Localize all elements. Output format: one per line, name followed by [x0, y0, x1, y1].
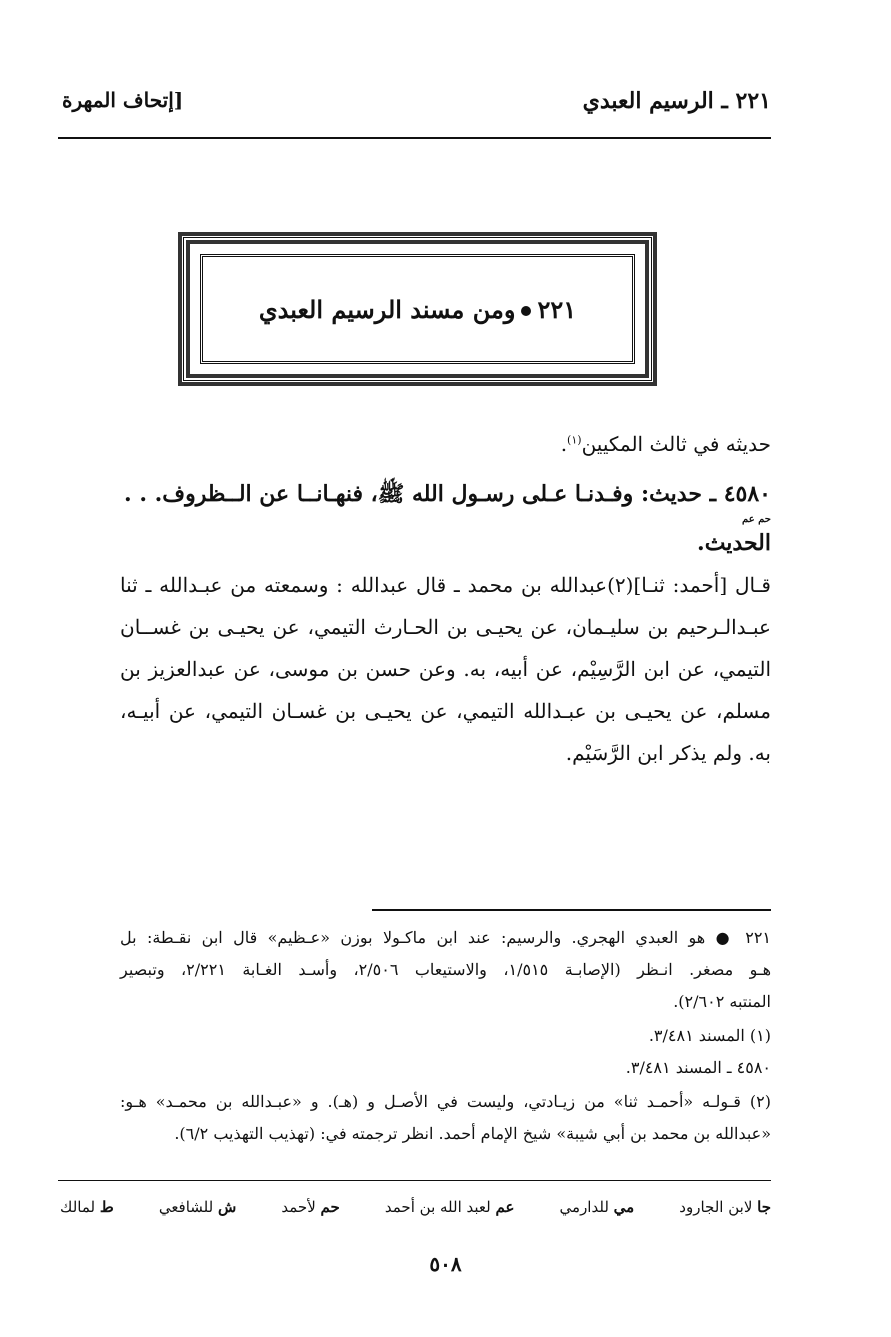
hadith-heading: ٤٥٨٠ ـ حديث: وفـدنـا عـلى رسـول الله ﷺ، فنهـانــا عن الــظروف. . .	[124, 481, 771, 507]
abbreviation-item	[60, 1198, 114, 1216]
page-number: ٥٠٨	[429, 1252, 462, 1276]
footnote-line: (١) المسند ٣/٤٨١.	[648, 1026, 771, 1045]
ornamental-frame	[178, 232, 657, 386]
running-header-chapter: ٢٢١ ـ الرسيم العبدي	[582, 88, 771, 114]
abbreviation-item	[281, 1198, 339, 1216]
body-line: عبـدالـرحيم بن سليـمان، عن يحيـى بن الحـارث التيمي، عن يحيـى بن غســان	[120, 615, 771, 639]
footnote-rule	[372, 909, 771, 911]
abbreviation-code: حم	[320, 1198, 340, 1216]
abbreviation-code: مي	[613, 1198, 635, 1216]
intro-tail: .	[560, 432, 568, 456]
abbreviation-label: لمالك	[60, 1198, 96, 1216]
abbreviation-label: لعبد الله بن أحمد	[384, 1198, 491, 1216]
abbreviation-code: ش	[218, 1198, 237, 1216]
footnote-ref-1: (١)	[567, 433, 582, 447]
footnote-line: المنتبه ٢/٦٠٢).	[673, 992, 771, 1011]
body-line: قـال [أحمد: ثنـا](٢)عبدالله بن محمد ـ قال عبدالله : وسمعته من عبـدالله ـ ثنا	[120, 573, 771, 597]
abbreviation-key	[60, 1198, 771, 1216]
abbreviation-label: للشافعي	[158, 1198, 214, 1216]
hadith-heading-end: الحديث.	[697, 530, 771, 556]
footnote-line: (٢) قـولـه «أحمـد ثنا» من زيـادتي، وليست في الأصـل و (هـ). و «عبـدالله بن محمـد» هـو:	[120, 1092, 771, 1111]
abbreviation-item	[159, 1198, 237, 1216]
section-title-text: ومن مسند الرسيم العبدي	[258, 294, 516, 324]
intro-text: حديثه في ثالث المكيين	[581, 432, 771, 456]
body-line: به. ولم يذكر ابن الرَّسَيْم.	[565, 741, 771, 765]
footnote-line: ٤٥٨٠ ـ المسند ٣/٤٨١.	[625, 1058, 771, 1077]
body-line: التيمي، عن ابن الرَّسِيْم، عن أبيه، به. وعن حسن بن موسى، عن عبدالعزيز بن	[120, 657, 771, 681]
footnote-line: ٢٢١ ● هو العبدي الهجري. والرسيم: عند ابن ماكـولا بوزن «عـظيم» قال ابن نقـطة: بل	[120, 928, 771, 947]
header-rule	[58, 137, 771, 139]
running-header-book: [إتحاف المهرة	[62, 88, 184, 112]
intro-line	[561, 432, 771, 456]
hadith-source-marks: حم عم	[742, 514, 771, 525]
abbreviation-label: لأحمد	[281, 1198, 316, 1216]
abbreviation-code: ط	[99, 1198, 114, 1216]
body-line: مسلم، عن يحيـى بن عبـدالله التيمي، عن يحيـى بن غسـان التيمي، عن أبيـه،	[120, 699, 771, 723]
abbreviation-label: للدارمي	[559, 1198, 609, 1216]
section-title	[259, 295, 576, 324]
frame-inner-border	[200, 254, 635, 364]
abbreviation-rule	[58, 1180, 771, 1181]
abbreviation-label: لابن الجارود	[679, 1198, 753, 1216]
abbreviation-item	[679, 1198, 771, 1216]
bullet-dot	[521, 306, 531, 316]
footnote-line: هـو مصغر. انـظر (الإصابـة ١/٥١٥، والاستيعاب ٢/٥٠٦، وأسـد الغـابة ٢/٢٢١، وتبصير	[120, 960, 772, 979]
abbreviation-item	[560, 1198, 635, 1216]
abbreviation-item	[385, 1198, 515, 1216]
footnote-line: «عبدالله بن محمد بن أبي شيبة» شيخ الإمام أحمد. انظر ترجمته في: (تهذيب التهذيب ٦/٢).	[174, 1124, 771, 1143]
abbreviation-code: جا	[757, 1198, 771, 1216]
section-number: ٢٢١	[537, 294, 577, 324]
abbreviation-code: عم	[495, 1198, 515, 1216]
